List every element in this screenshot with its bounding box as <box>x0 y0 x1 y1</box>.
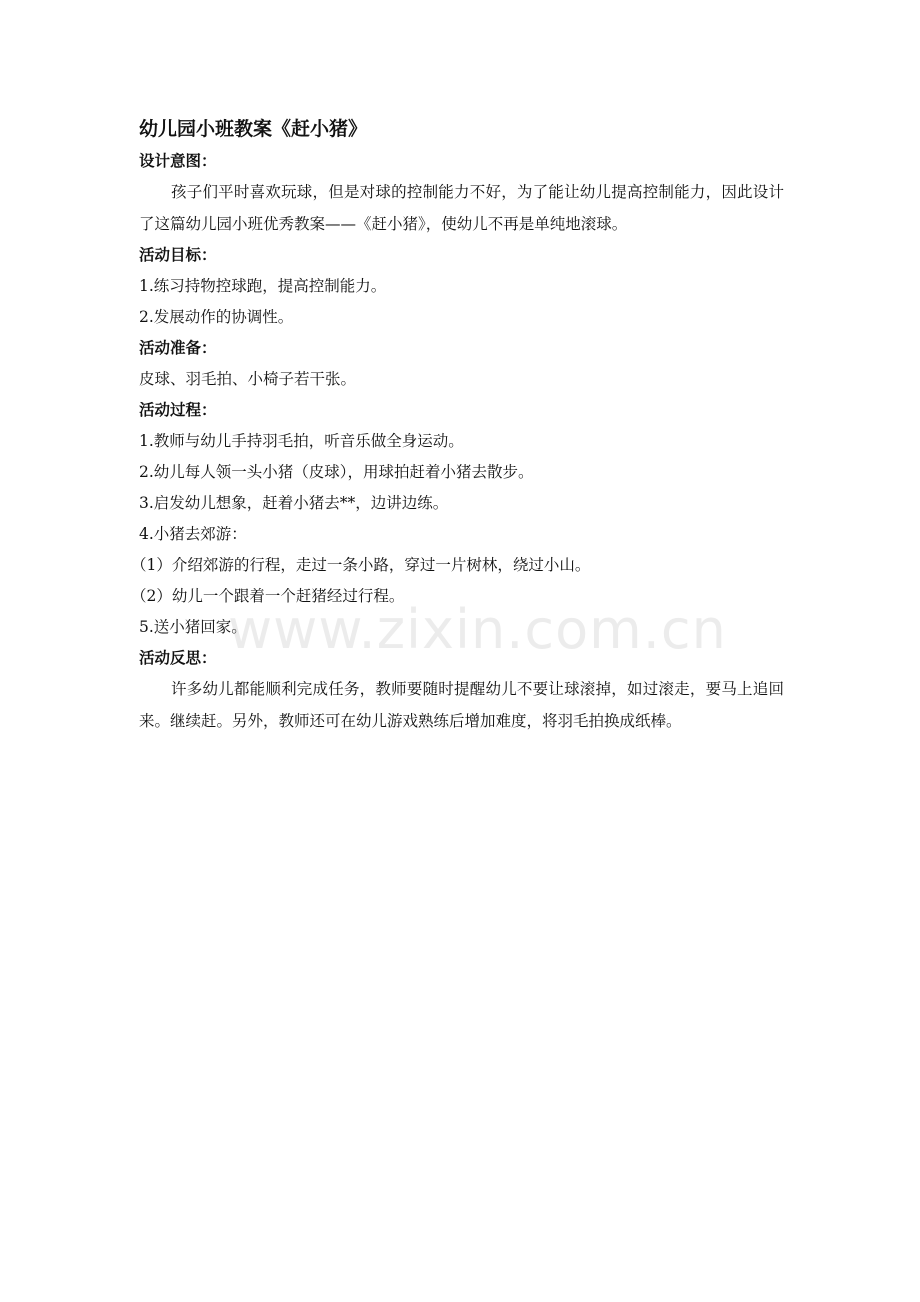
process-step: 2.幼儿每人领一头小猪（皮球），用球拍赶着小猪去散步。 <box>139 463 534 481</box>
design-intent-heading: 设计意图： <box>139 152 217 170</box>
preparation-heading: 活动准备： <box>139 339 217 357</box>
reflection-heading: 活动反思： <box>139 649 217 667</box>
goals-heading: 活动目标： <box>139 246 217 264</box>
process-step: 5.送小猪回家。 <box>139 618 247 636</box>
process-substep: （1）介绍郊游的行程，走过一条小路，穿过一片树林，绕过小山。 <box>131 556 591 574</box>
reflection-paragraph: 许多幼儿都能顺利完成任务，教师要随时提醒幼儿不要让球滚掉，如过滚走，要马上追回来。继续赶。另外，教师还可在幼儿游戏熟练后增加难度，将羽毛拍换成纸棒。 <box>139 680 784 730</box>
document-body <box>131 112 784 737</box>
goal-item: 1.练习持物控球跑，提高控制能力。 <box>139 277 387 295</box>
process-step: 1.教师与幼儿手持羽毛拍，听音乐做全身运动。 <box>139 432 464 450</box>
goal-item: 2.发展动作的协调性。 <box>139 308 294 326</box>
process-heading: 活动过程： <box>139 401 217 419</box>
preparation-text: 皮球、羽毛拍、小椅子若干张。 <box>139 370 357 388</box>
process-step: 4.小猪去郊游： <box>139 525 247 543</box>
design-intent-paragraph: 孩子们平时喜欢玩球，但是对球的控制能力不好，为了能让幼儿提高控制能力，因此设计了这篇幼儿园小班优秀教案——《赶小猪》，使幼儿不再是单纯地滚球。 <box>139 183 784 233</box>
process-step: 3.启发幼儿想象，赶着小猪去**，边讲边练。 <box>139 494 449 512</box>
watermark: www.zixin.com.cn <box>228 598 727 661</box>
document-title: 幼儿园小班教案《赶小猪》 <box>139 118 368 140</box>
process-substep: （2）幼儿一个跟着一个赶猪经过行程。 <box>131 587 405 605</box>
